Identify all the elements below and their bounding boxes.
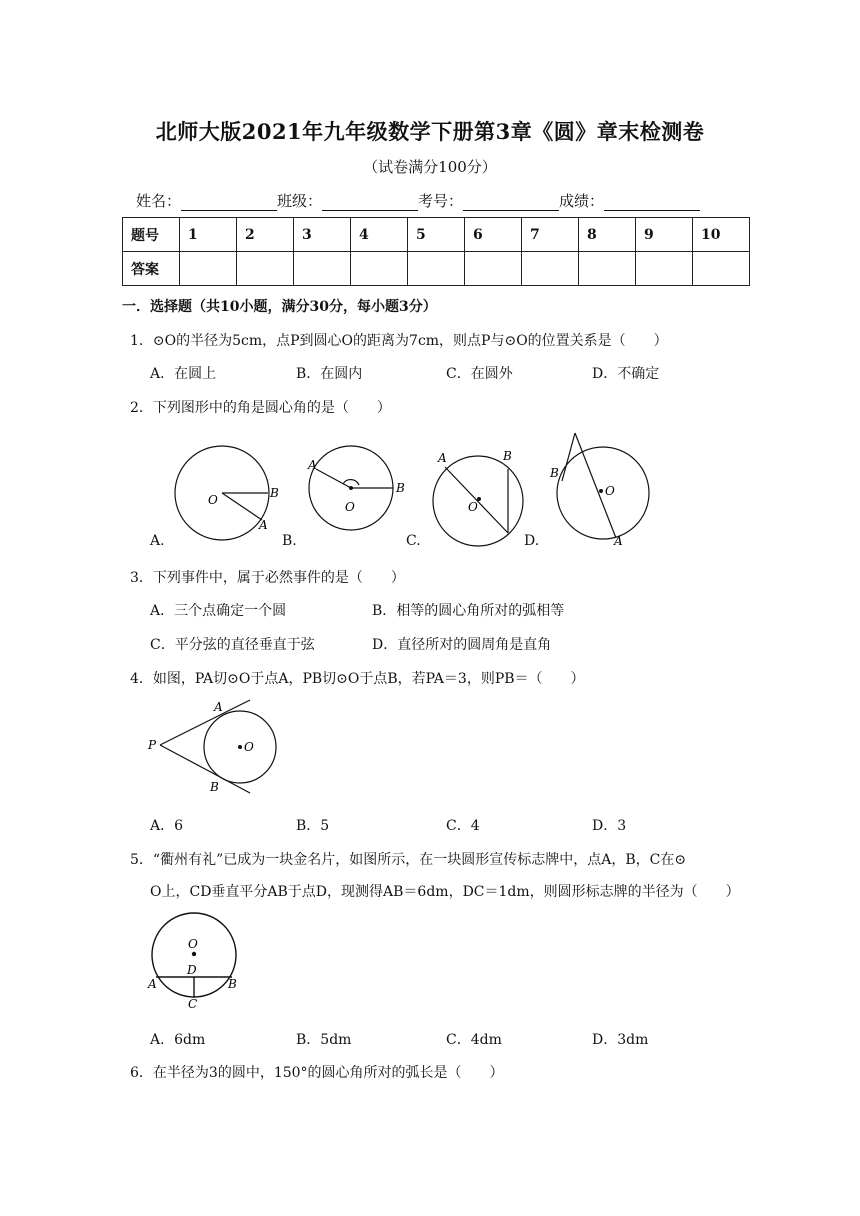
question-1: 1．⊙O的半径为5cm，点P到圆心O的距离为7cm，则点P与⊙O的位置关系是（ ） (130, 333, 668, 349)
question-5-line-1: 5．“衢州有礼”已成为一块金名片，如图所示，在一块圆形宣传标志牌中，点A，B，C在⊙ (130, 852, 687, 868)
q4-option-d[interactable]: D．3 (592, 818, 627, 834)
answer-cell[interactable] (693, 252, 750, 286)
table-row (123, 252, 750, 286)
fig-c-label-a: A (438, 451, 447, 465)
answer-table (122, 217, 750, 286)
q5-figure (140, 905, 270, 1015)
q2-option-c[interactable]: C. (406, 533, 421, 549)
answer-cell[interactable] (294, 252, 351, 286)
q1-option-c[interactable]: C．在圆外 (446, 366, 513, 382)
fig-b-center-dot (349, 486, 353, 490)
question-6: 6．在半径为3的圆中，150°的圆心角所对的弧长是（ ） (130, 1065, 504, 1081)
q1-option-a[interactable]: A．在圆上 (150, 366, 217, 382)
figure-c (433, 456, 523, 546)
fig-c-label-o: O (468, 500, 478, 514)
question-5-line-2: O上，CD垂直平分AB于点D，现测得AB＝6dm，DC＝1dm，则圆形标志牌的半径为（ ） (150, 884, 740, 900)
answer-cell[interactable] (465, 252, 522, 286)
table-cell: 7 (522, 218, 579, 252)
fig-a-label-o: O (208, 493, 218, 507)
answer-cell[interactable] (237, 252, 294, 286)
table-header-cell: 答案 (123, 252, 180, 286)
figure-a (175, 446, 269, 540)
q5-label-c: C (188, 997, 198, 1011)
class-blank[interactable] (322, 194, 418, 211)
table-cell: 10 (693, 218, 750, 252)
q2-option-a[interactable]: A. (150, 533, 165, 549)
q4-figure (140, 695, 290, 800)
fig-d-label-o: O (605, 484, 615, 498)
q4-label-b: B (210, 780, 219, 794)
q3-option-a[interactable]: A．三个点确定一个圆 (150, 603, 287, 619)
answer-cell[interactable] (408, 252, 465, 286)
q5-option-d[interactable]: D．3dm (592, 1032, 649, 1048)
fig-b-label-b: B (396, 481, 405, 495)
table-cell: 5 (408, 218, 465, 252)
question-3: 3．下列事件中，属于必然事件的是（ ） (130, 570, 405, 586)
score-blank[interactable] (604, 194, 700, 211)
table-header-cell: 题号 (123, 218, 180, 252)
q4-option-c[interactable]: C．4 (446, 818, 480, 834)
q4-option-b[interactable]: B．5 (296, 818, 330, 834)
table-cell: 2 (237, 218, 294, 252)
q1-option-b[interactable]: B．在圆内 (296, 366, 363, 382)
page-subtitle: （试卷满分100分） (363, 158, 497, 176)
table-cell: 4 (351, 218, 408, 252)
name-label: 姓名： (136, 192, 182, 210)
q5-label-d: D (187, 963, 197, 977)
figure-d (557, 433, 649, 539)
student-info-row (136, 190, 700, 211)
q5-label-o: O (188, 937, 198, 951)
exam-number-blank[interactable] (463, 194, 559, 211)
section-heading: 一．选择题（共10小题，满分30分，每小题3分） (122, 299, 437, 315)
table-cell: 3 (294, 218, 351, 252)
table-cell: 9 (636, 218, 693, 252)
table-cell: 8 (579, 218, 636, 252)
score-label: 成绩： (559, 192, 605, 210)
q4-option-a[interactable]: A．6 (150, 818, 184, 834)
q5-option-a[interactable]: A．6dm (150, 1032, 206, 1048)
q5-option-c[interactable]: C．4dm (446, 1032, 502, 1048)
fig-c-label-b: B (503, 449, 512, 463)
question-4: 4．如图，PA切⊙O于点A，PB切⊙O于点B，若PA＝3，则PB＝（ ） (130, 671, 585, 687)
q3-option-d[interactable]: D．直径所对的圆周角是直角 (372, 637, 552, 653)
q4-label-a: A (214, 700, 223, 714)
page-title: 北师大版2021年九年级数学下册第3章《圆》章末检测卷 (155, 119, 705, 144)
class-label: 班级： (277, 192, 323, 210)
exam-number-label: 考号： (418, 192, 464, 210)
q4-label-p: P (148, 738, 157, 752)
fig-d-label-b: B (550, 466, 559, 480)
question-2: 2．下列图形中的角是圆心角的是（ ） (130, 400, 391, 416)
q4-label-o: O (244, 740, 254, 754)
answer-cell[interactable] (180, 252, 237, 286)
q3-option-c[interactable]: C．平分弦的直径垂直于弦 (150, 637, 315, 653)
q4-center-dot (238, 745, 242, 749)
q5-center-dot (192, 952, 196, 956)
answer-cell[interactable] (579, 252, 636, 286)
table-row (123, 218, 750, 252)
q2-option-d[interactable]: D. (524, 533, 540, 549)
fig-a-label-b: B (270, 486, 279, 500)
q2-option-b[interactable]: B. (282, 533, 297, 549)
q1-option-d[interactable]: D．不确定 (592, 366, 660, 382)
q2-figures (140, 425, 660, 550)
fig-b-label-a: A (308, 458, 317, 472)
q5-label-b: B (228, 977, 237, 991)
fig-b-label-o: O (345, 500, 355, 514)
name-blank[interactable] (181, 194, 277, 211)
fig-d-center-dot (599, 489, 603, 493)
q3-option-b[interactable]: B．相等的圆心角所对的弧相等 (372, 603, 565, 619)
q5-option-b[interactable]: B．5dm (296, 1032, 352, 1048)
q5-label-a: A (148, 977, 157, 991)
answer-cell[interactable] (522, 252, 579, 286)
table-cell: 6 (465, 218, 522, 252)
table-cell: 1 (180, 218, 237, 252)
answer-cell[interactable] (636, 252, 693, 286)
fig-a-label-a: A (259, 518, 268, 532)
answer-cell[interactable] (351, 252, 408, 286)
fig-d-label-a: A (614, 534, 623, 548)
